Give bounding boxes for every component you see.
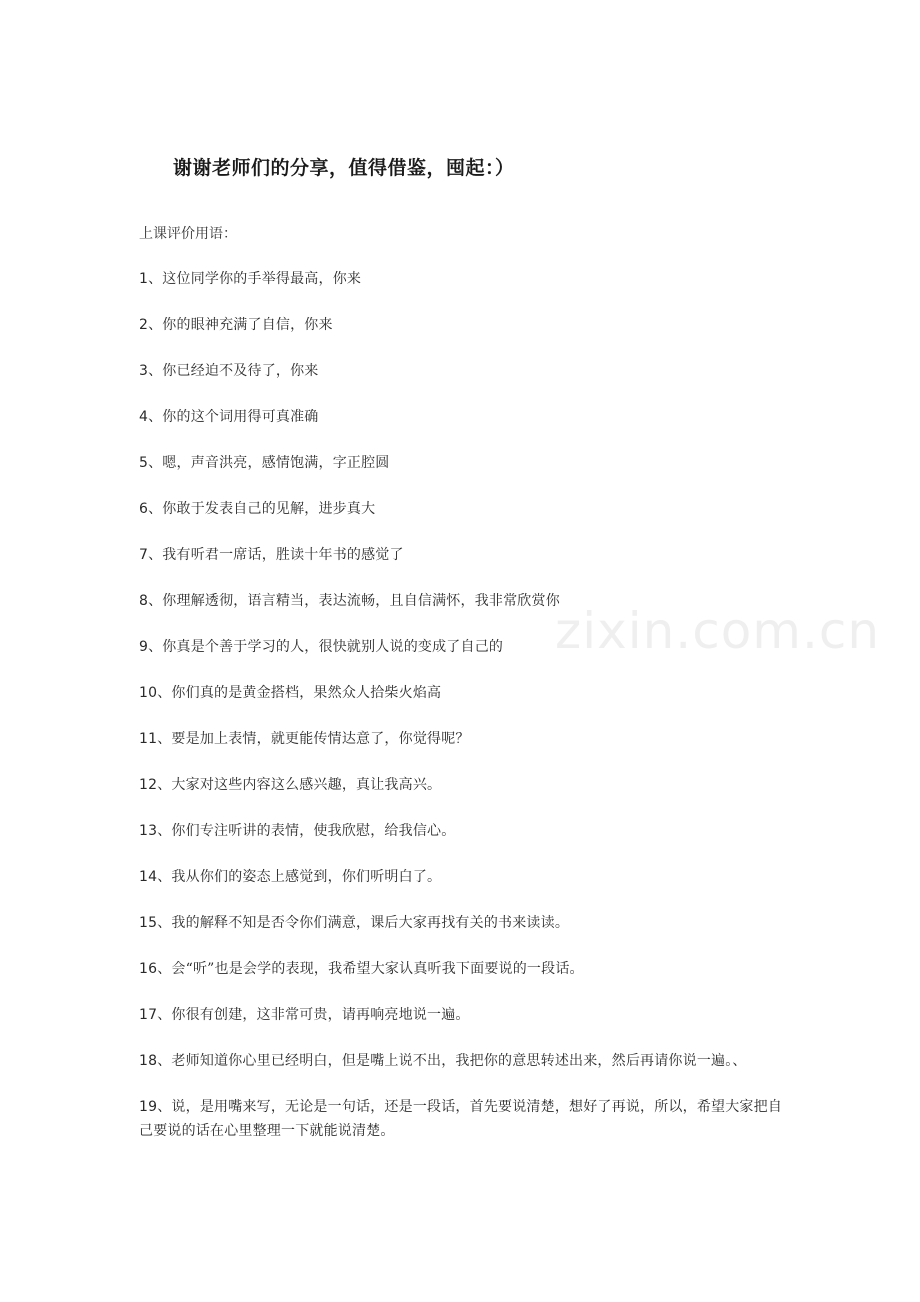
item-number: 17	[139, 1007, 158, 1023]
item-number: 11	[139, 731, 158, 747]
list-item	[139, 957, 789, 981]
list-item	[139, 359, 789, 383]
item-text: 、老师知道你心里已经明白，但是嘴上说不出，我把你的意思转述出来，然后再请你说一遍。、	[157, 1053, 747, 1069]
item-text: 、你敢于发表自己的见解，进步真大	[148, 501, 376, 517]
item-number: 5	[139, 455, 149, 471]
item-number: 16	[139, 961, 158, 977]
list-item	[139, 1003, 789, 1027]
list-item	[139, 865, 789, 889]
item-text: 、你的眼神充满了自信，你来	[148, 317, 333, 333]
list-item	[139, 635, 789, 659]
list-item	[139, 267, 789, 291]
item-number: 15	[139, 915, 158, 931]
list-item	[139, 405, 789, 429]
list-item	[139, 589, 789, 613]
item-text: 、你们真的是黄金搭档，果然众人拾柴火焰高	[157, 685, 442, 701]
list-item	[139, 773, 789, 797]
item-number: 19	[139, 1099, 158, 1115]
item-number: 18	[139, 1053, 158, 1069]
page-title: 谢谢老师们的分享，值得借鉴，囤起：）	[173, 157, 515, 179]
evaluation-phrase-list	[139, 267, 789, 1165]
item-text: 、我的解释不知是否令你们满意，课后大家再找有关的书来读读。	[157, 915, 570, 931]
item-number: 3	[139, 363, 149, 379]
list-item	[139, 451, 789, 475]
item-number: 6	[139, 501, 149, 517]
item-text: 、说，是用嘴来写，无论是一句话，还是一段话，首先要说清楚，想好了再说，所以，希望大家把自己要说的话在心里整理一下就能说清楚。	[139, 1099, 783, 1139]
list-item	[139, 681, 789, 705]
item-text: 、我有听君一席话，胜读十年书的感觉了	[148, 547, 404, 563]
item-text: 、我从你们的姿态上感觉到，你们听明白了。	[157, 869, 442, 885]
item-text: 、你真是个善于学习的人，很快就别人说的变成了自己的	[148, 639, 504, 655]
item-text: 、大家对这些内容这么感兴趣，真让我高兴。	[157, 777, 442, 793]
list-item	[139, 543, 789, 567]
section-heading: 上课评价用语：	[139, 226, 237, 242]
item-number: 2	[139, 317, 149, 333]
item-text: 、要是加上表情，就更能传情达意了，你觉得呢？	[157, 731, 470, 747]
item-number: 9	[139, 639, 149, 655]
list-item	[139, 313, 789, 337]
list-item	[139, 1049, 789, 1073]
item-number: 10	[139, 685, 158, 701]
item-text: 、嗯，声音洪亮，感情饱满，字正腔圆	[148, 455, 390, 471]
item-number: 7	[139, 547, 149, 563]
item-text: 、你很有创建，这非常可贵，请再响亮地说一遍。	[157, 1007, 470, 1023]
item-number: 4	[139, 409, 149, 425]
item-number: 13	[139, 823, 158, 839]
item-number: 8	[139, 593, 149, 609]
item-text: 、你们专注听讲的表情，使我欣慰，给我信心。	[157, 823, 456, 839]
list-item	[139, 497, 789, 521]
list-item	[139, 819, 789, 843]
list-item	[139, 1095, 789, 1143]
item-number: 1	[139, 271, 149, 287]
list-item	[139, 911, 789, 935]
item-text: 、会“听”也是会学的表现，我希望大家认真听我下面要说的一段话。	[157, 961, 584, 977]
item-text: 、你的这个词用得可真准确	[148, 409, 319, 425]
watermark: zixin.com.cn	[555, 602, 881, 660]
item-text: 、这位同学你的手举得最高，你来	[148, 271, 362, 287]
item-number: 14	[139, 869, 158, 885]
item-text: 、你已经迫不及待了，你来	[148, 363, 319, 379]
item-text: 、你理解透彻，语言精当，表达流畅，且自信满怀，我非常欣赏你	[148, 593, 560, 609]
list-item	[139, 727, 789, 751]
item-number: 12	[139, 777, 158, 793]
